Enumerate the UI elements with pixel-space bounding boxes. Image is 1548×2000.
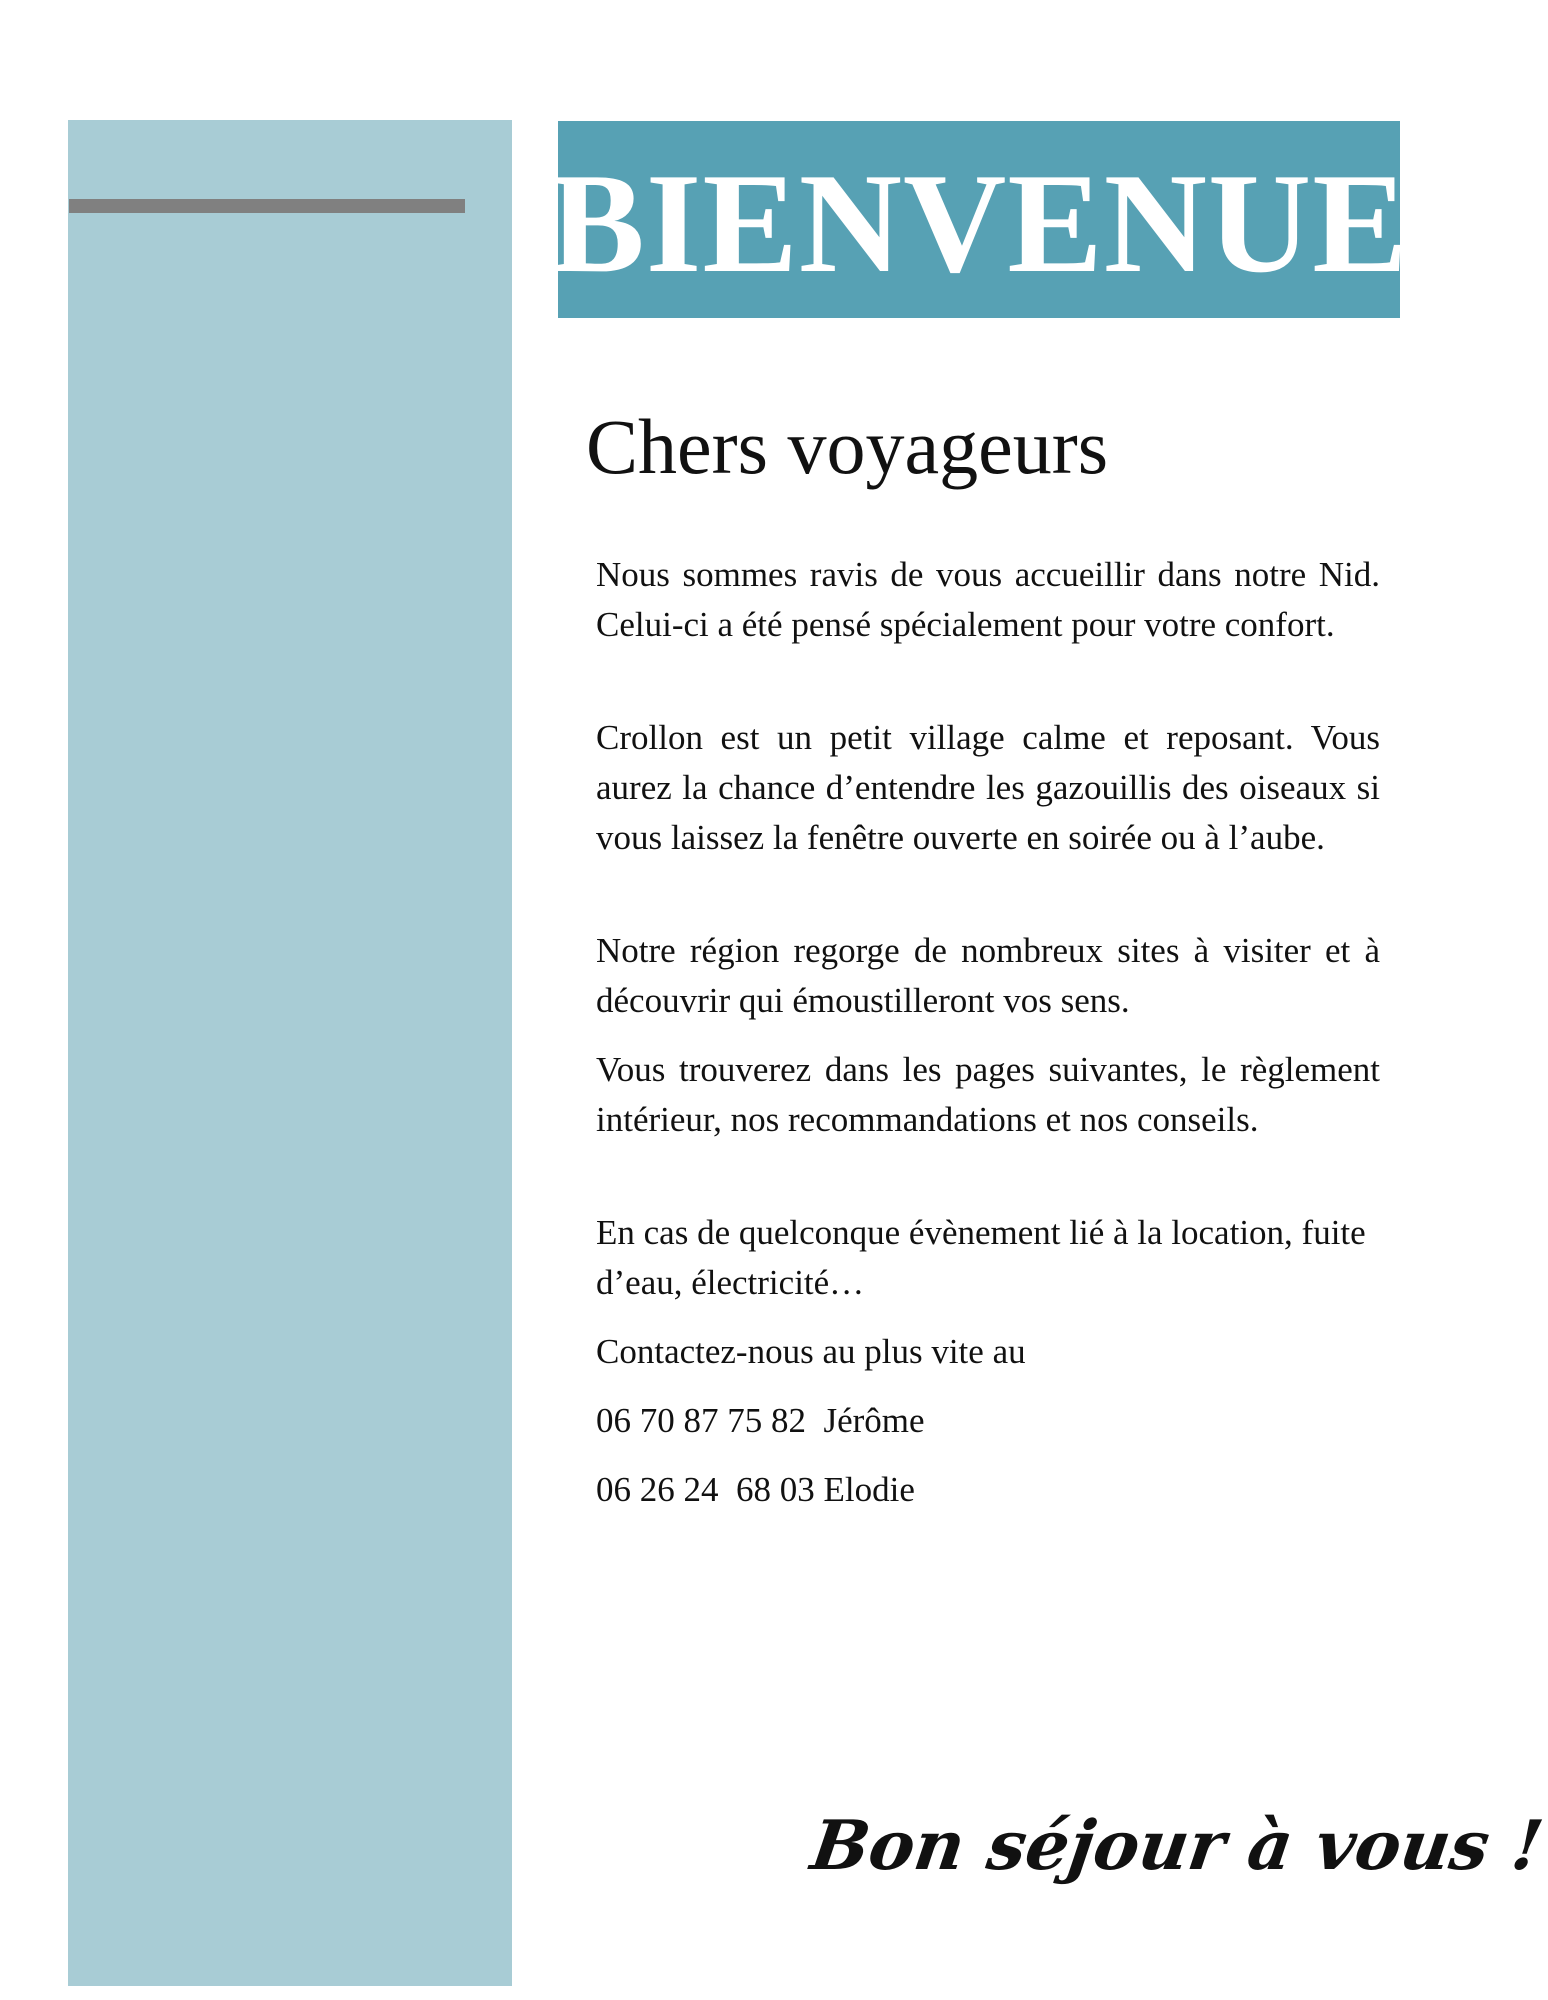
closing-signature: Bon séjour à vous ! [806, 1806, 1548, 1886]
paragraph-village: Crollon est un petit village calme et reposant. Vous aurez la chance d’entendre les gazouillis des oiseaux si vous laissez la fenêtre ouverte en soirée ou à l’aube. [596, 718, 1380, 857]
paragraph-welcome: Nous sommes ravis de vous accueillir dans notre Nid. Celui-ci a été pensé spécialement pour votre confort. [596, 555, 1380, 644]
body-text [596, 550, 1380, 1515]
paragraph-region: Notre région regorge de nombreux sites à visiter et à découvrir qui émoustilleront vos sens. [596, 931, 1380, 1020]
paragraph-next-pages: Vous trouverez dans les pages suivantes, le règlement intérieur, nos recommandations et nos conseils. [596, 1050, 1380, 1139]
phone-jerome: 06 70 87 75 82 Jérôme [596, 1401, 925, 1440]
contact-intro: En cas de quelconque évènement lié à la location, fuite d’eau, électricité… [596, 1213, 1366, 1302]
sidebar-panel [68, 120, 512, 1986]
welcome-banner [549, 121, 1409, 318]
sidebar-divider [69, 199, 465, 213]
phone-elodie: 06 26 24 68 03 Elodie [596, 1470, 915, 1509]
page-heading: Chers voyageurs [586, 403, 1109, 490]
contact-call-to-action: Contactez-nous au plus vite au [596, 1332, 1026, 1371]
banner-title: BIENVENUE [549, 144, 1409, 302]
